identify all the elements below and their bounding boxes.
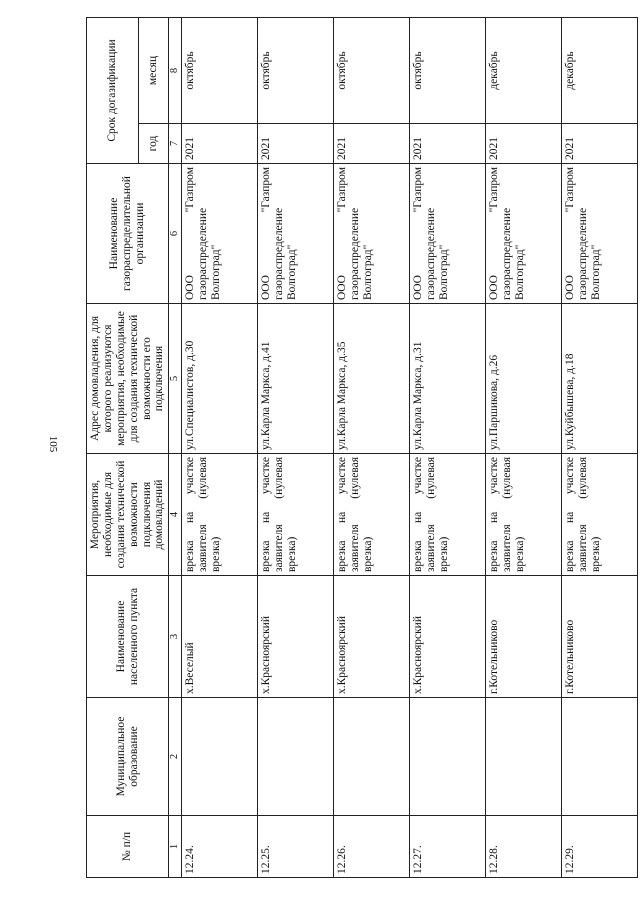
cell-number: 12.28. — [486, 816, 562, 878]
cell-settlement: х.Веселый — [182, 576, 258, 698]
cell-municipality — [182, 698, 258, 816]
cell-address: ул.Карла Маркса, д.31 — [410, 304, 486, 454]
cell-address: ул.Карла Маркса, д.35 — [334, 304, 410, 454]
cell-month: октябрь — [182, 18, 258, 124]
cell-address: ул.Карла Маркса, д.41 — [258, 304, 334, 454]
column-number-4: 4 — [169, 454, 182, 576]
cell-address: ул.Специалистов, д.30 — [182, 304, 258, 454]
cell-year: 2021 — [486, 124, 562, 164]
header-municipality: Муниципальное образование — [87, 698, 169, 816]
table-row — [486, 18, 562, 878]
cell-gas-org: ООО "Газпром газораспределение Волгоград" — [562, 164, 638, 304]
cell-gas-org: ООО "Газпром газораспределение Волгоград" — [182, 164, 258, 304]
cell-number: 12.25. — [258, 816, 334, 878]
column-number-8: 8 — [169, 18, 182, 124]
rotated-table-container — [86, 18, 632, 878]
cell-municipality — [334, 698, 410, 816]
header-settlement: Наименование населенного пункта — [87, 576, 169, 698]
cell-settlement: г.Котельниково — [486, 576, 562, 698]
header-number: № п/п — [87, 816, 169, 878]
cell-number: 12.24. — [182, 816, 258, 878]
cell-year: 2021 — [182, 124, 258, 164]
column-number-5: 5 — [169, 304, 182, 454]
cell-gas-org: ООО "Газпром газораспределение Волгоград" — [334, 164, 410, 304]
cell-settlement: х.Красноярский — [258, 576, 334, 698]
header-year: год — [138, 124, 168, 164]
cell-month: декабрь — [486, 18, 562, 124]
cell-address: ул.Паршикова, д.26 — [486, 304, 562, 454]
gasification-table — [86, 17, 638, 878]
cell-number: 12.29. — [562, 816, 638, 878]
cell-year: 2021 — [334, 124, 410, 164]
cell-measures: врезка на участке заявителя (нулевая врезка) — [486, 454, 562, 576]
cell-measures: врезка на участке заявителя (нулевая врезка) — [410, 454, 486, 576]
cell-gas-org: ООО "Газпром газораспределение Волгоград" — [410, 164, 486, 304]
column-number-7: 7 — [169, 124, 182, 164]
cell-municipality — [258, 698, 334, 816]
cell-settlement: х.Красноярский — [410, 576, 486, 698]
cell-number: 12.27. — [410, 816, 486, 878]
cell-gas-org: ООО "Газпром газораспределение Волгоград" — [258, 164, 334, 304]
cell-month: декабрь — [562, 18, 638, 124]
cell-settlement: г.Котельниково — [562, 576, 638, 698]
header-gasification-term: Срок догазификации — [87, 18, 139, 164]
cell-month: октябрь — [258, 18, 334, 124]
table-row — [334, 18, 410, 878]
cell-measures: врезка на участке заявителя (нулевая врезка) — [334, 454, 410, 576]
cell-address: ул.Куйбышева, д.18 — [562, 304, 638, 454]
cell-month: октябрь — [334, 18, 410, 124]
column-number-6: 6 — [169, 164, 182, 304]
table-row — [562, 18, 638, 878]
cell-year: 2021 — [562, 124, 638, 164]
column-number-3: 3 — [169, 576, 182, 698]
header-address: Адрес домовладения, для которого реализуются мероприятия, необходимые для создания технической возможности его подключения — [87, 304, 169, 454]
table-row — [182, 18, 258, 878]
header-gas-org: Наименование газораспределительной организации — [87, 164, 169, 304]
table-row — [258, 18, 334, 878]
table-row — [410, 18, 486, 878]
cell-number: 12.26. — [334, 816, 410, 878]
cell-municipality — [410, 698, 486, 816]
page-number: 105 — [47, 435, 59, 453]
cell-year: 2021 — [258, 124, 334, 164]
cell-month: октябрь — [410, 18, 486, 124]
cell-measures: врезка на участке заявителя (нулевая врезка) — [258, 454, 334, 576]
cell-gas-org: ООО "Газпром газораспределение Волгоград" — [486, 164, 562, 304]
cell-year: 2021 — [410, 124, 486, 164]
cell-municipality — [562, 698, 638, 816]
column-number-1: 1 — [169, 816, 182, 878]
column-number-2: 2 — [169, 698, 182, 816]
cell-measures: врезка на участке заявителя (нулевая врезка) — [562, 454, 638, 576]
header-month: месяц — [138, 18, 168, 124]
cell-measures: врезка на участке заявителя (нулевая врезка) — [182, 454, 258, 576]
cell-municipality — [486, 698, 562, 816]
cell-settlement: х.Красноярский — [334, 576, 410, 698]
header-measures: Мероприятия, необходимые для создания технической возможности подключения домовладений — [87, 454, 169, 576]
